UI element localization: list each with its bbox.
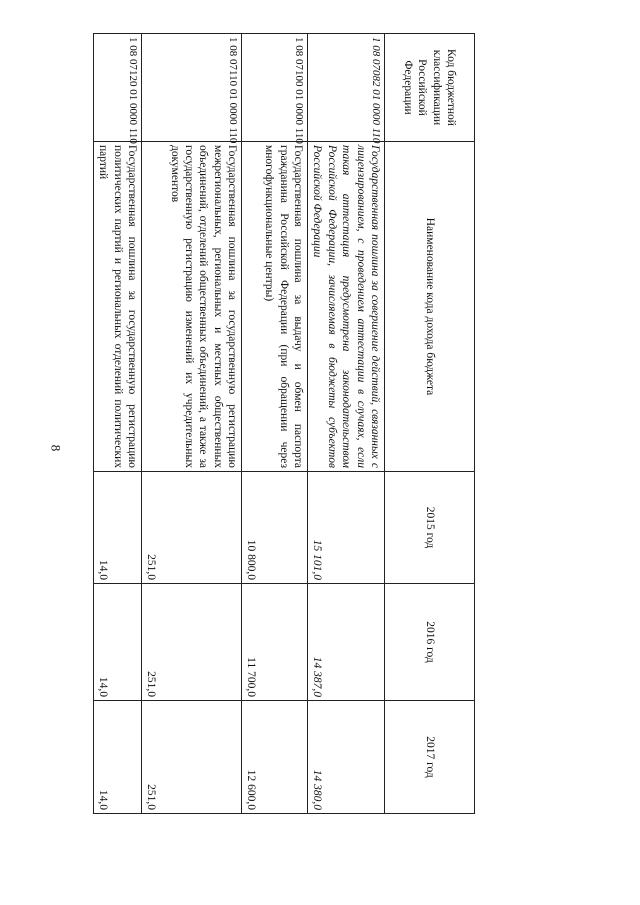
header-2015: 2015 год [385, 472, 475, 584]
table-row [308, 34, 385, 814]
budget-revenue-table [93, 33, 475, 814]
row-value-2017: 14,0 [94, 701, 142, 814]
row-value-2015: 10 800,0 [242, 472, 308, 584]
row-name: Государственная пошлина за выдачу и обмен паспорта гражданина Российской Федерации (при обращении через многофункциональные центры) [242, 142, 308, 472]
row-value-2017: 251,0 [142, 701, 242, 814]
header-2017: 2017 год [385, 701, 475, 814]
rotated-table-sheet [97, 33, 475, 813]
header-2016: 2016 год [385, 584, 475, 701]
table-row [142, 34, 242, 814]
row-value-2016: 11 700,0 [242, 584, 308, 701]
table-row [94, 34, 142, 814]
row-code: 1 08 07110 01 0000 110 [142, 34, 242, 142]
row-value-2016: 251,0 [142, 584, 242, 701]
row-value-2017: 14 380,0 [308, 701, 385, 814]
row-value-2015: 251,0 [142, 472, 242, 584]
row-value-2016: 14 387,0 [308, 584, 385, 701]
row-value-2016: 14,0 [94, 584, 142, 701]
row-name: Государственная пошлина за государственную регистрацию межрегиональных, региональных и местных общественных объединений, отделений общественных объединений, а также за государственную регистрацию изменений их учредительных документов [142, 142, 242, 472]
header-name: Наименование кода дохода бюджета [385, 142, 475, 472]
row-name: Государственная пошлина за совершение действий, связанных с лицензированием, с проведением аттестации в случаях, если такая аттестация предусмотрена законодательством Российской Федерации, зачисляемая в бюджеты субъектов Российской Федерации [308, 142, 385, 472]
row-code: 1 08 07100 01 0000 110 [242, 34, 308, 142]
row-name: Государственная пошлина за государственную регистрацию политических партий и региональных отделений политических партий [94, 142, 142, 472]
row-value-2015: 14,0 [94, 472, 142, 584]
row-code: 1 08 07120 01 0000 110 [94, 34, 142, 142]
table-header-row [385, 34, 475, 814]
row-code: 1 08 07082 01 0000 110 [308, 34, 385, 142]
header-code: Код бюджетной классификации Российской Федерации [385, 34, 475, 142]
page-number: 8 [48, 444, 64, 452]
row-value-2017: 12 600,0 [242, 701, 308, 814]
row-value-2015: 15 101,0 [308, 472, 385, 584]
table-row [242, 34, 308, 814]
